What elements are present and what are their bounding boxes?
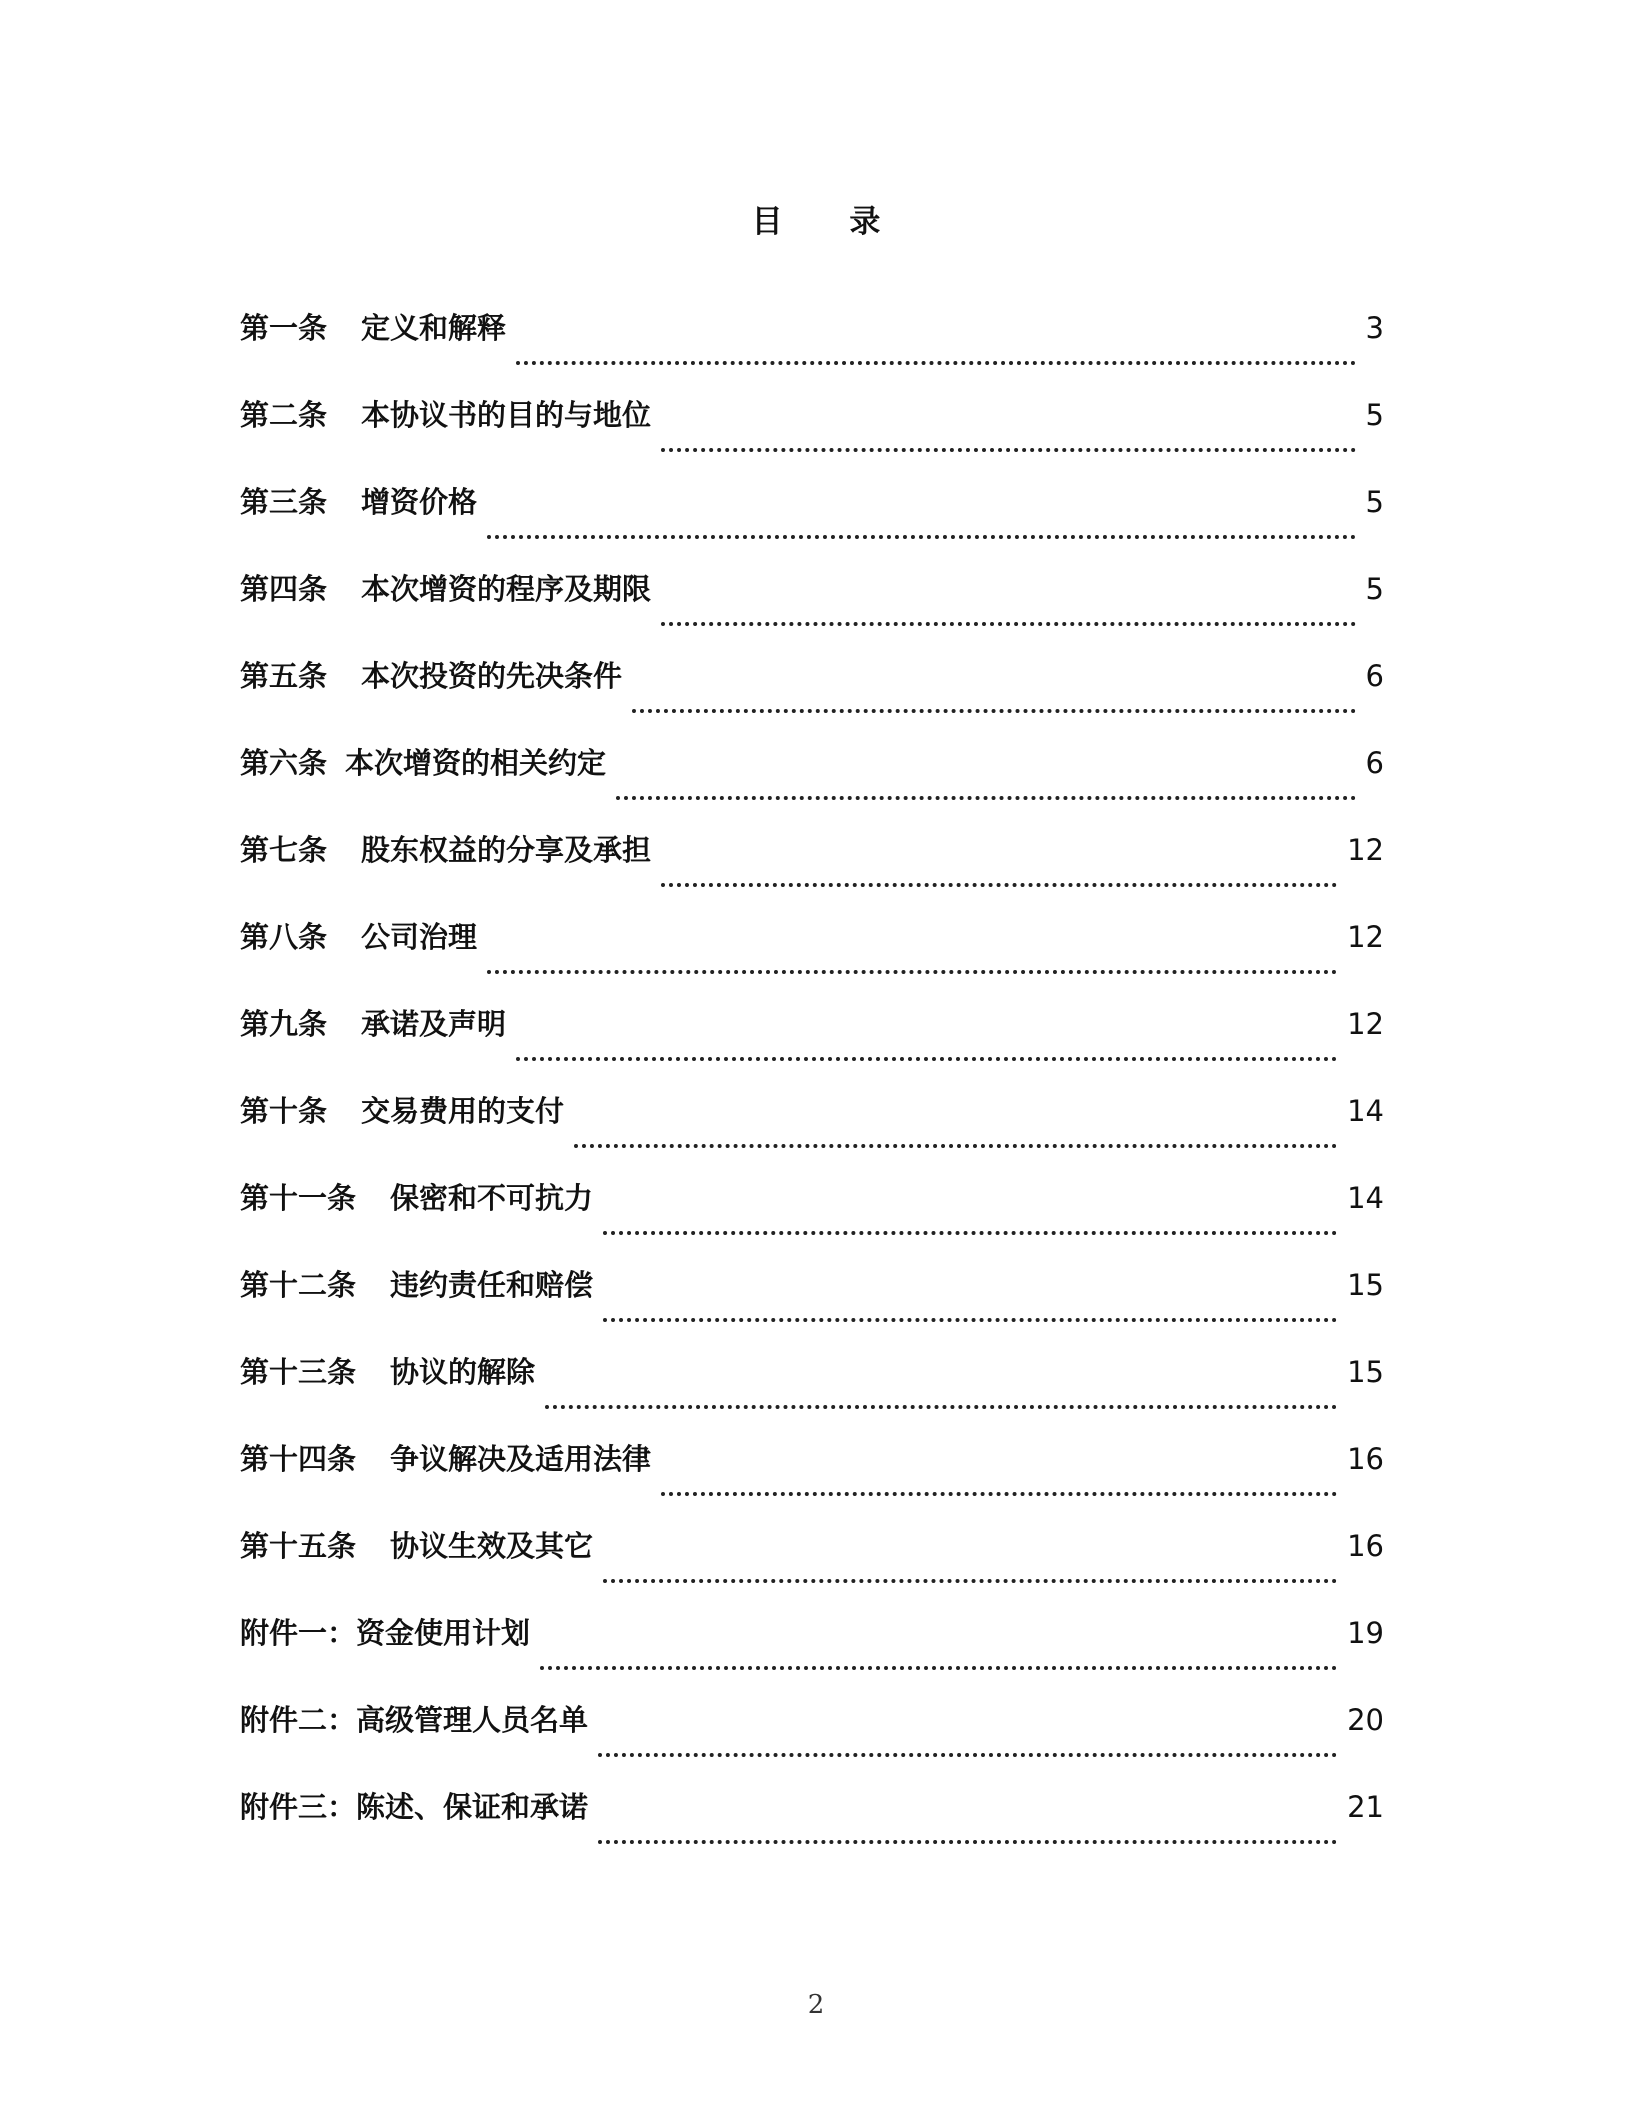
toc-entry[interactable] xyxy=(240,1437,1384,1524)
toc-entry[interactable] xyxy=(240,654,1384,741)
toc-entry[interactable] xyxy=(240,480,1384,567)
toc-entry-label: 公司治理 xyxy=(361,920,478,954)
toc-dot-leader xyxy=(598,1840,1337,1844)
toc-entry[interactable] xyxy=(240,915,1384,1002)
toc-entry-label: 协议的解除 xyxy=(390,1355,536,1389)
toc-entry-number: 第十五条 xyxy=(240,1529,357,1563)
toc-list xyxy=(240,306,1384,1872)
toc-entry-label: 本次增资的程序及期限 xyxy=(361,572,652,606)
toc-entry[interactable] xyxy=(240,1698,1384,1785)
toc-entry-number: 第十三条 xyxy=(240,1355,357,1389)
toc-entry-page: 15 xyxy=(1347,1355,1384,1389)
toc-dot-leader xyxy=(603,1318,1337,1322)
toc-entry[interactable] xyxy=(240,1524,1384,1611)
toc-entry[interactable] xyxy=(240,1263,1384,1350)
toc-entry-number: 第一条 xyxy=(240,311,328,345)
toc-entry-number: 附件二： xyxy=(240,1703,357,1737)
toc-dot-leader xyxy=(603,1231,1337,1235)
toc-entry-label: 资金使用计划 xyxy=(356,1616,531,1650)
toc-dot-leader xyxy=(516,361,1356,365)
toc-dot-leader xyxy=(661,448,1356,452)
toc-entry[interactable] xyxy=(240,1350,1384,1437)
toc-entry-page: 21 xyxy=(1347,1790,1384,1824)
toc-entry-page: 19 xyxy=(1347,1616,1384,1650)
page-number: 2 xyxy=(807,1990,825,2020)
toc-entry-number: 第八条 xyxy=(240,920,328,954)
toc-entry-number: 第二条 xyxy=(240,398,328,432)
toc-dot-leader xyxy=(598,1753,1337,1757)
toc-entry-number: 第三条 xyxy=(240,485,328,519)
toc-entry-page: 5 xyxy=(1365,572,1384,606)
toc-entry-number: 附件三： xyxy=(240,1790,357,1824)
toc-entry-page: 14 xyxy=(1347,1094,1384,1128)
toc-entry-label: 股东权益的分享及承担 xyxy=(361,833,652,867)
toc-entry-label: 增资价格 xyxy=(361,485,478,519)
toc-entry[interactable] xyxy=(240,306,1384,393)
toc-entry-number: 附件一： xyxy=(240,1616,357,1650)
toc-entry-page: 12 xyxy=(1347,1007,1384,1041)
toc-entry-label: 本次投资的先决条件 xyxy=(361,659,623,693)
toc-entry-page: 6 xyxy=(1365,659,1384,693)
toc-entry-label: 承诺及声明 xyxy=(361,1007,507,1041)
toc-entry-label: 高级管理人员名单 xyxy=(356,1703,589,1737)
toc-entry-number: 第四条 xyxy=(240,572,328,606)
toc-entry[interactable] xyxy=(240,1611,1384,1698)
toc-entry-label: 交易费用的支付 xyxy=(361,1094,565,1128)
toc-entry[interactable] xyxy=(240,1176,1384,1263)
toc-entry-number: 第九条 xyxy=(240,1007,328,1041)
toc-entry-page: 16 xyxy=(1347,1529,1384,1563)
toc-dot-leader xyxy=(661,883,1337,887)
toc-entry-page: 12 xyxy=(1347,833,1384,867)
toc-entry-number: 第十四条 xyxy=(240,1442,357,1476)
toc-dot-leader xyxy=(603,1579,1337,1583)
toc-entry-label: 本次增资的相关约定 xyxy=(345,746,607,780)
toc-entry-page: 20 xyxy=(1347,1703,1384,1737)
toc-entry-label: 协议生效及其它 xyxy=(390,1529,594,1563)
toc-entry-page: 6 xyxy=(1365,746,1384,780)
toc-entry-label: 保密和不可抗力 xyxy=(390,1181,594,1215)
toc-dot-leader xyxy=(632,709,1356,713)
toc-entry-page: 5 xyxy=(1365,485,1384,519)
toc-entry-number: 第十二条 xyxy=(240,1268,357,1302)
toc-dot-leader xyxy=(516,1057,1337,1061)
toc-entry-page: 5 xyxy=(1365,398,1384,432)
toc-entry-page: 3 xyxy=(1365,311,1384,345)
toc-dot-leader xyxy=(540,1666,1337,1670)
toc-entry-page: 16 xyxy=(1347,1442,1384,1476)
toc-dot-leader xyxy=(616,796,1356,800)
toc-dot-leader xyxy=(574,1144,1337,1148)
toc-entry-page: 14 xyxy=(1347,1181,1384,1215)
toc-dot-leader xyxy=(545,1405,1337,1409)
toc-dot-leader xyxy=(661,622,1356,626)
toc-entry-number: 第十一条 xyxy=(240,1181,357,1215)
toc-entry[interactable] xyxy=(240,1002,1384,1089)
toc-entry-page: 15 xyxy=(1347,1268,1384,1302)
toc-dot-leader xyxy=(487,535,1356,539)
toc-entry-page: 12 xyxy=(1347,920,1384,954)
toc-entry-label: 定义和解释 xyxy=(361,311,507,345)
toc-entry-number: 第六条 xyxy=(240,746,328,780)
toc-entry[interactable] xyxy=(240,567,1384,654)
toc-title: 目 录 xyxy=(751,204,909,240)
toc-dot-leader xyxy=(661,1492,1337,1496)
toc-entry[interactable] xyxy=(240,828,1384,915)
toc-entry-label: 争议解决及适用法律 xyxy=(390,1442,652,1476)
toc-entry[interactable] xyxy=(240,1785,1384,1872)
toc-entry[interactable] xyxy=(240,393,1384,480)
toc-entry[interactable] xyxy=(240,741,1384,828)
toc-entry-number: 第五条 xyxy=(240,659,328,693)
toc-entry-number: 第十条 xyxy=(240,1094,328,1128)
toc-entry-label: 本协议书的目的与地位 xyxy=(361,398,652,432)
toc-entry-label: 陈述、保证和承诺 xyxy=(356,1790,589,1824)
toc-dot-leader xyxy=(487,970,1337,974)
toc-entry-label: 违约责任和赔偿 xyxy=(390,1268,594,1302)
toc-entry-number: 第七条 xyxy=(240,833,328,867)
toc-entry[interactable] xyxy=(240,1089,1384,1176)
